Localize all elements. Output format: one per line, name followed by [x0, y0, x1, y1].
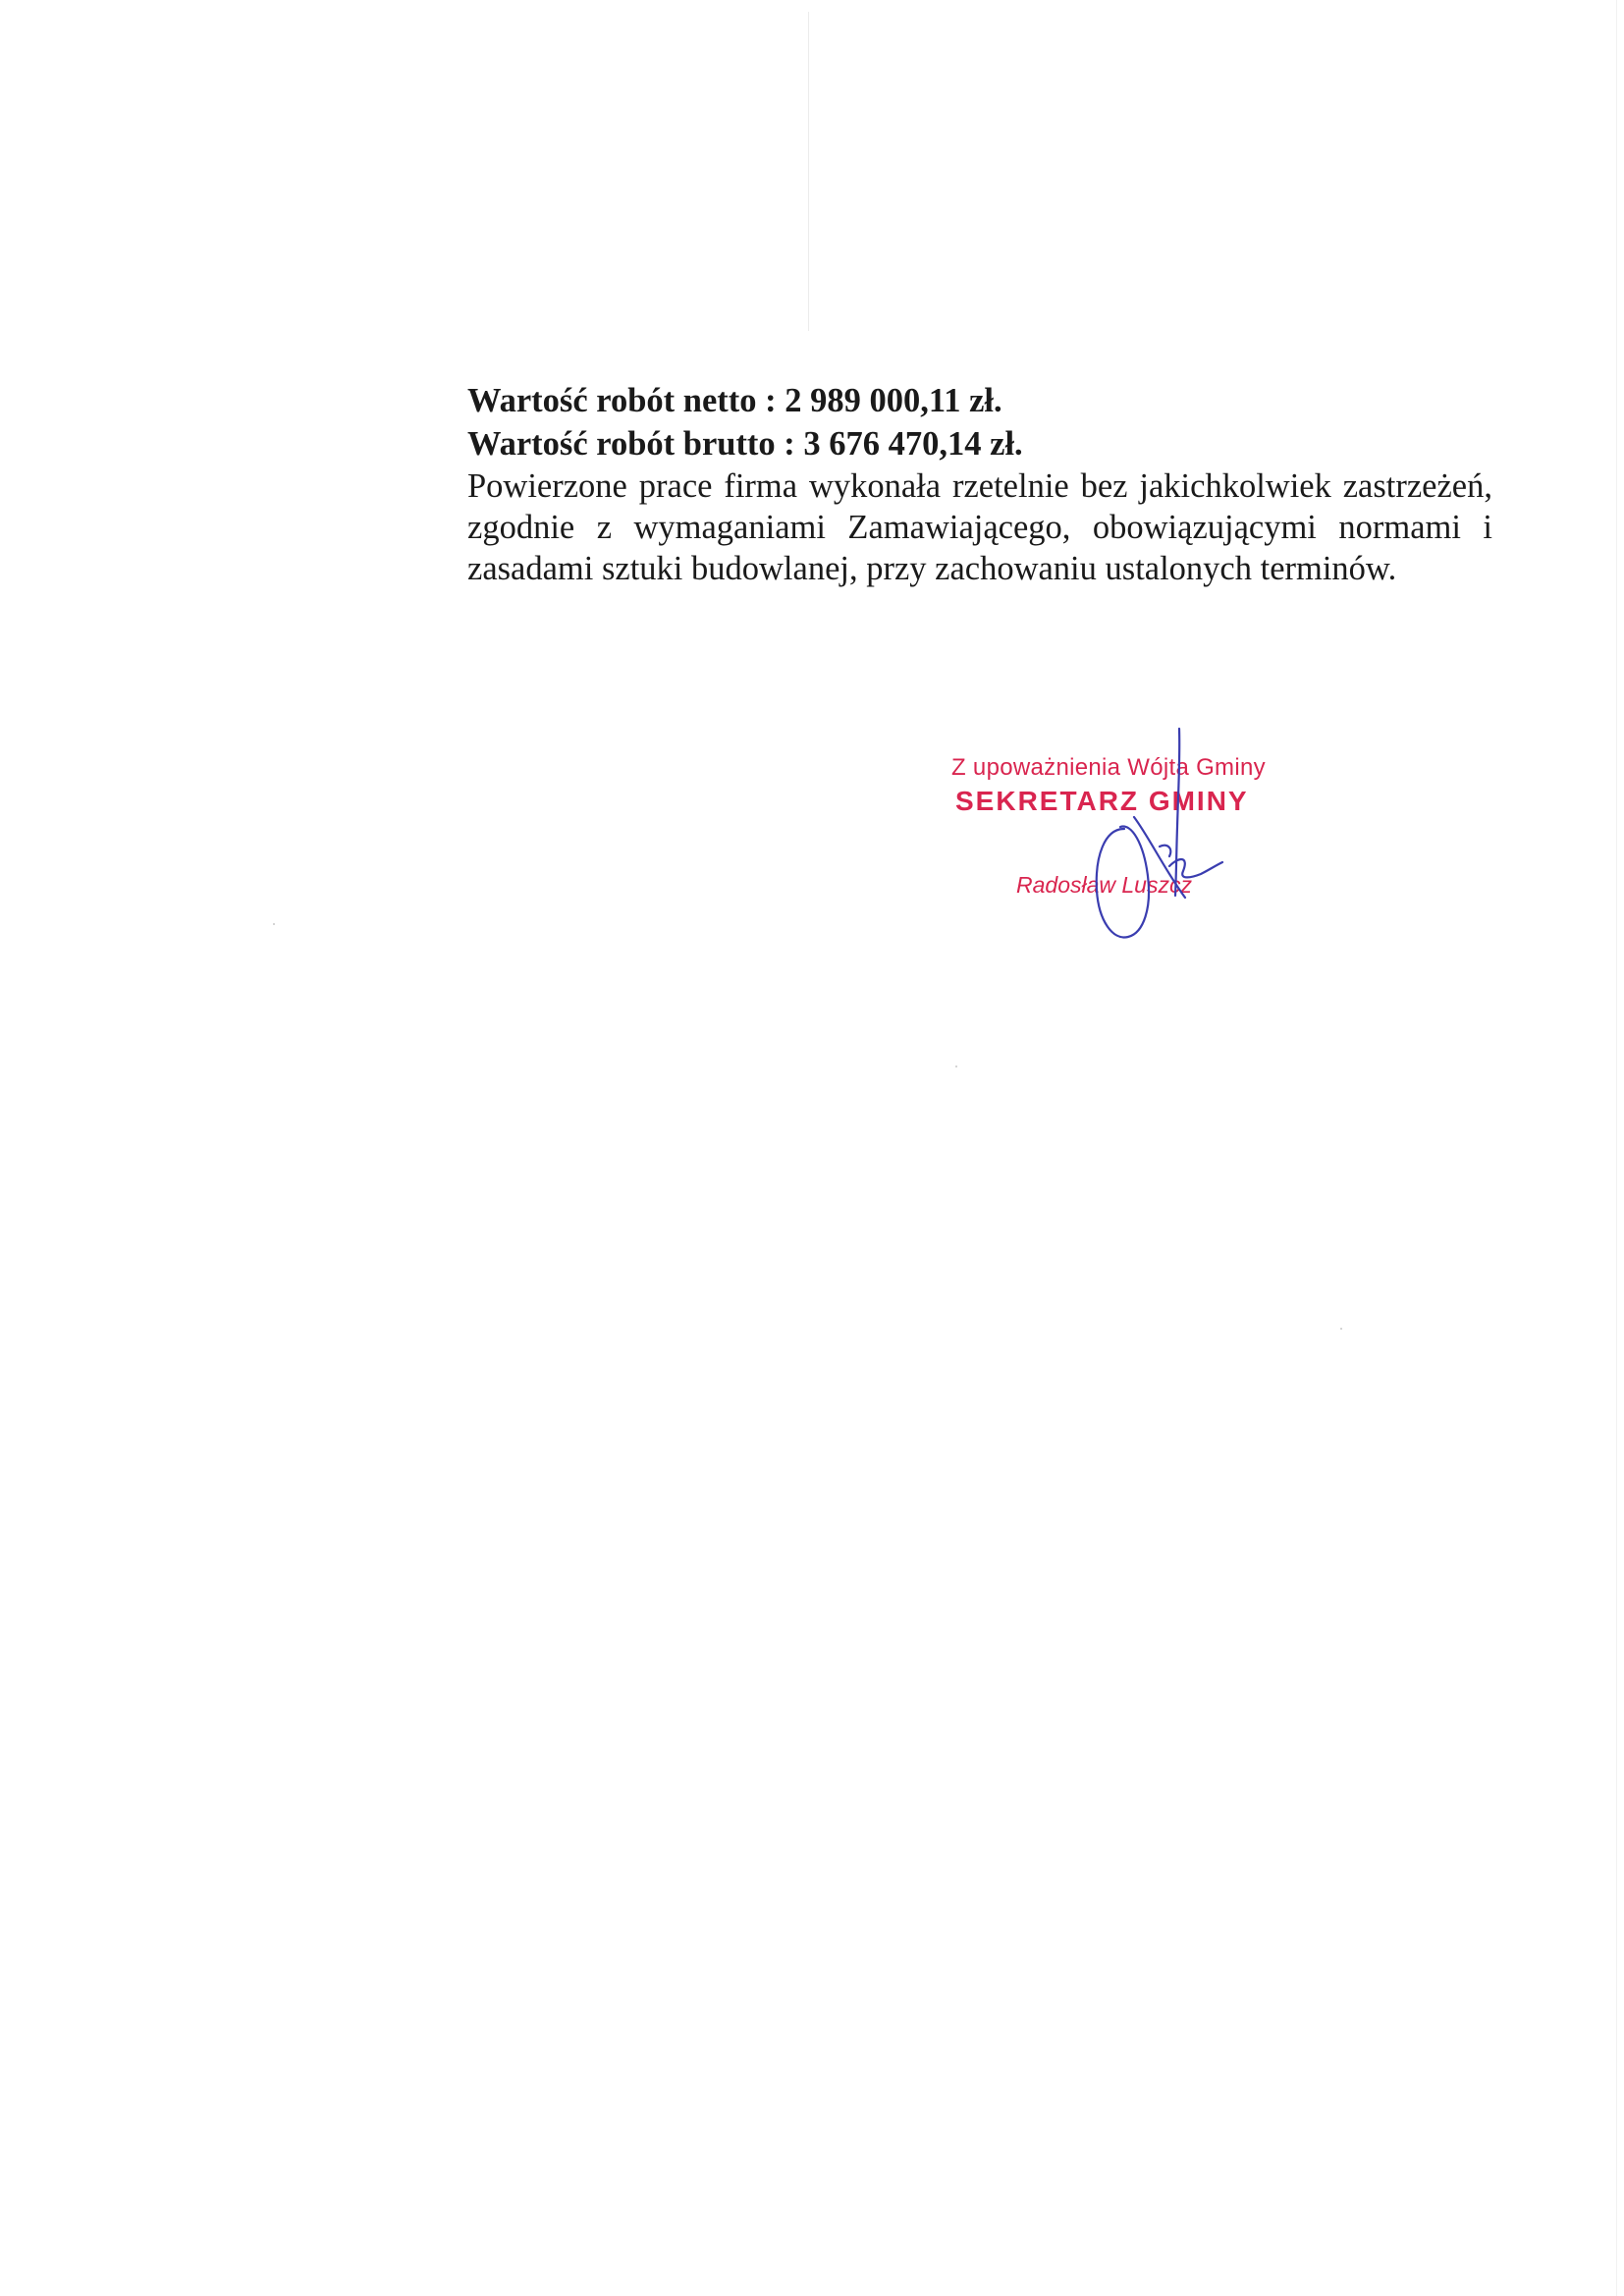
stamp-authorization-line: Z upoważnienia Wójta Gminy — [951, 754, 1266, 781]
net-value-line: Wartość robót netto : 2 989 000,11 zł. — [467, 382, 1002, 419]
scan-artifact-edge — [1616, 0, 1617, 2296]
certification-paragraph: Powierzone prace firma wykonała rzetelnie bez jakichkolwiek zastrzeżeń, zgodnie z wymaganiami Zamawiającego, obowiązującymi normami i zasadami sztuki budowlanej, przy zachowaniu ustalonych terminów. — [467, 467, 1492, 587]
stamp-name-line: Radosław Luszcz — [1016, 872, 1192, 898]
handwritten-signature — [938, 719, 1321, 964]
scan-speck — [1340, 1328, 1342, 1330]
stamp-title-line: SEKRETARZ GMINY — [955, 786, 1249, 816]
document-body — [467, 379, 1492, 589]
scan-artifact-line — [808, 12, 809, 331]
scan-speck — [955, 1066, 957, 1067]
official-stamp — [938, 719, 1321, 964]
scan-speck — [273, 923, 275, 925]
gross-value-line: Wartość robót brutto : 3 676 470,14 zł. — [467, 425, 1023, 463]
